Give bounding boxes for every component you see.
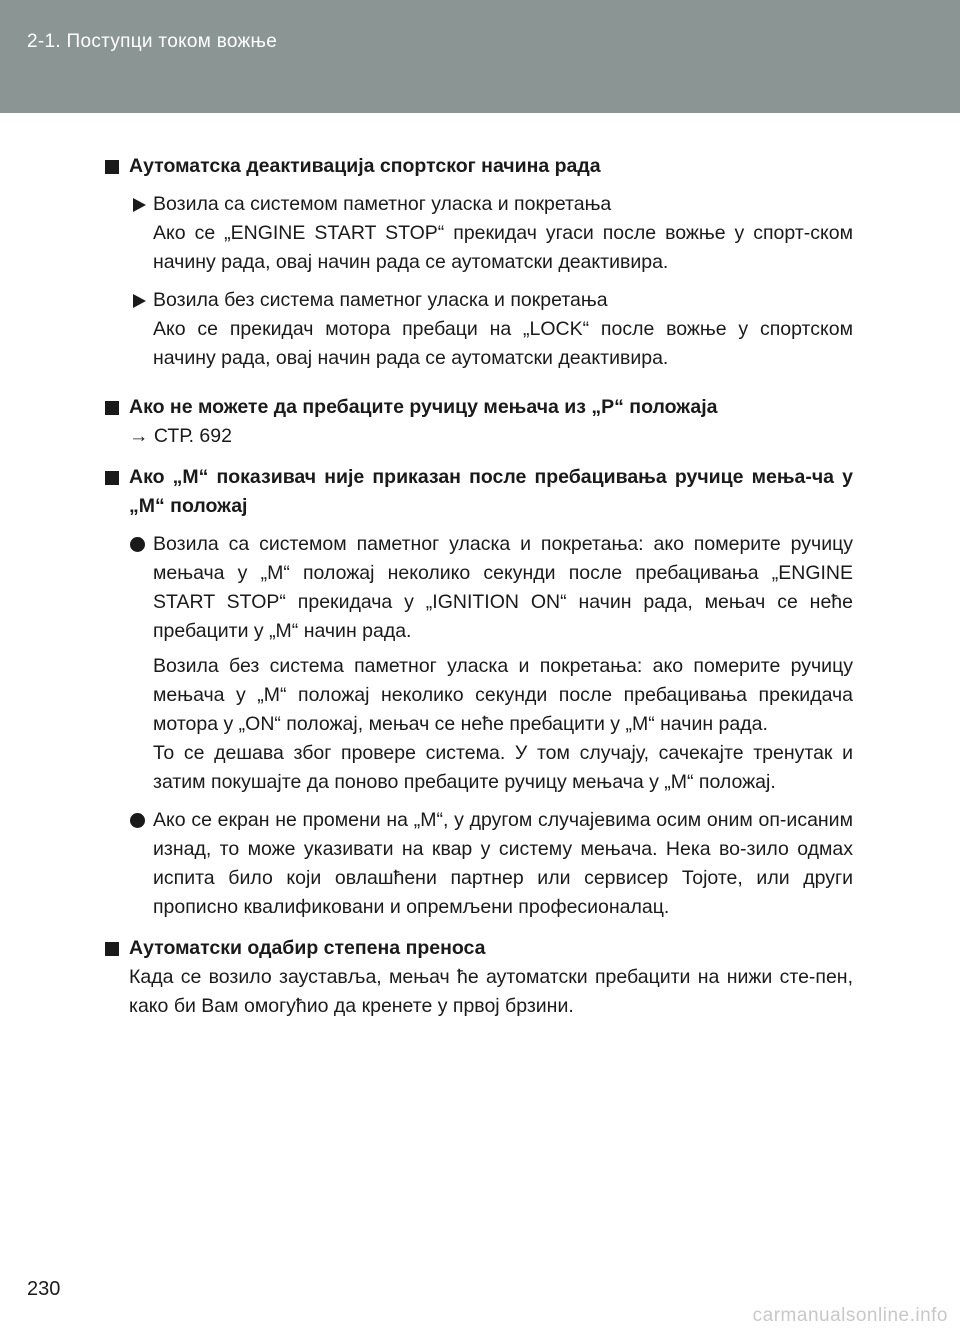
section-shift-lever-p: [105, 393, 853, 451]
sub-heading: Возила са системом паметног уласка и покретања: [153, 193, 612, 215]
square-bullet-icon: [105, 471, 119, 485]
triangle-bullet-icon: [133, 198, 146, 212]
square-bullet-icon: [105, 942, 119, 956]
page-content: [105, 152, 853, 1021]
triangle-bullet-icon: [133, 294, 146, 308]
paragraph: То се дешава због провере система. У том случају, сачекајте тренутак и затим покушајте да поново пребаците ручицу мењача у „M“ положај.: [153, 742, 853, 793]
watermark: carmanualsonline.info: [752, 1305, 948, 1326]
paragraph: Возила са системом паметног уласка и покретања: ако померите ручицу мењача у „M“ положај неколико секунди после пребацивања „ENGINE START STOP“ прекидача у „IGNITION ON“ начин рада, мењач се неће пребацити у „M“ начин рада.: [153, 533, 853, 642]
section-title: Ако не можете да пребаците ручицу мењача из „P“ положаја: [129, 396, 718, 418]
square-bullet-icon: [105, 160, 119, 174]
sub-item-no-smart-entry: [129, 286, 853, 373]
bullet-item: [129, 530, 853, 797]
paragraph: Ако се прекидач мотора пребаци на „LOCK“ после вожње у спортском начину рада, овај начин рада се аутоматски деактивира.: [153, 318, 853, 369]
paragraph: Ако се „ENGINE START STOP“ прекидач угаси после вожње у спорт-ском начину рада, овај начин рада се аутоматски деактивира.: [153, 222, 853, 273]
section-title: Аутоматски одабир степена преноса: [129, 937, 486, 959]
sub-item-smart-entry: [129, 190, 853, 277]
section-title: Ако „M“ показивач није приказан после пребацивања ручице мења-ча у „M“ положај: [129, 466, 853, 517]
section-auto-downshift: [105, 934, 853, 1021]
page-number: 230: [27, 1278, 61, 1300]
paragraph: Возила без система паметног уласка и покретања: ако померите ручицу мењача у „M“ положај неколико секунди после пребацивања прекидача мотора у „ON“ положај, мењач се неће пребацити у „M“ начин рада.: [153, 655, 853, 735]
header-bar: [0, 0, 960, 113]
paragraph: Ако се екран не промени на „M“, у другом случајевима осим оним оп-исаним изнад, то може указивати на квар у систему мењача. Нека во-зило одмах испита било који овлашћени партнер или сервисер Тојоте, или други прописно квалификовани и опремљени професионалац.: [153, 809, 853, 918]
circle-bullet-icon: [130, 537, 145, 552]
page-reference-link[interactable]: → СТР. 692: [129, 425, 232, 447]
sub-heading: Возила без система паметног уласка и покретања: [153, 289, 608, 311]
square-bullet-icon: [105, 401, 119, 415]
bullet-item: [129, 806, 853, 922]
chapter-title: 2-1. Поступци током вожње: [27, 31, 278, 52]
section-m-indicator: [105, 463, 853, 922]
section-auto-deactivation: [105, 152, 853, 373]
section-title: Аутоматска деактивација спортског начина рада: [129, 155, 601, 177]
circle-bullet-icon: [130, 813, 145, 828]
paragraph: Када се возило зауставља, мењач ће аутоматски пребацити на нижи сте-пен, како би Вам омогућио да кренете у првој брзини.: [129, 966, 853, 1017]
